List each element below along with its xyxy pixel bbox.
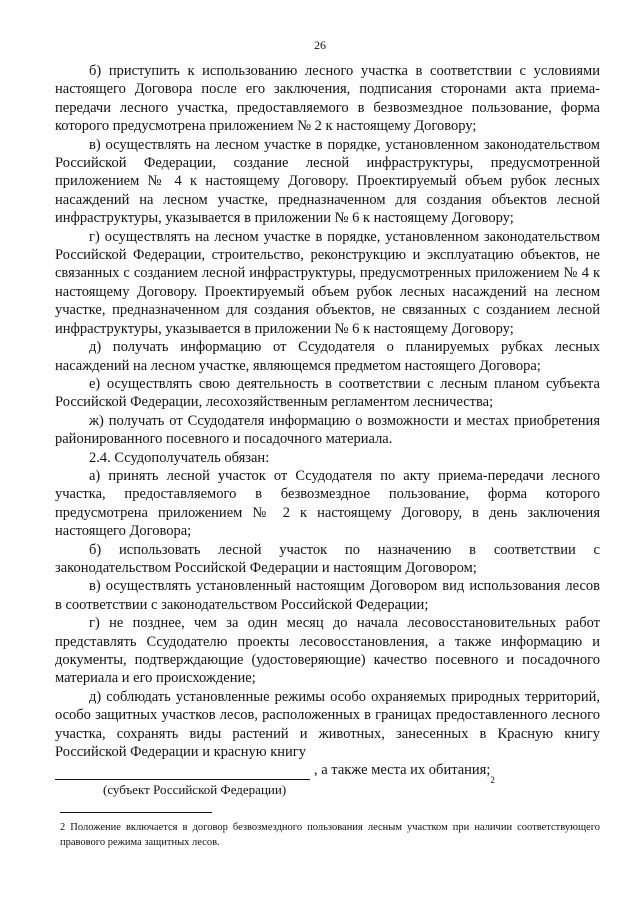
fill-in-row: , а также места их обитания; 2 (55, 761, 600, 779)
section-heading-2-4: 2.4. Ссудополучатель обязан: (89, 449, 270, 466)
obligation-d-protected-regimes: д) соблюдать установленные режимы особо охраняемых природных территорий, особо защитных участков лесов, расположенных в границах предоставленного лесного участка, сохранять виды растений и животных, занесенных в Красную книгу Российской Федерации и красную книгу (55, 688, 600, 761)
clause-e-forest-plan: е) осуществлять свою деятельность в соответствии с лесным планом субъекта Российской Федерации, лесохозяйственным регламентом лесничества; (55, 375, 600, 411)
fill-in-continuation: , а также места их обитания; (314, 762, 491, 779)
clause-d-receive-info: д) получать информацию от Ссудодателя о планируемых рубках лесных насаждений на лесном участке, являющемся предметом настоящего Договора; (55, 339, 600, 374)
fill-in-blank-line (55, 765, 310, 780)
clause-zh-seed-material: ж) получать от Ссудодателя информацию о возможности и местах приобретения районированного посевного и посадочного материала. (55, 412, 600, 448)
obligation-b-use-by-purpose: б) использовать лесной участок по назначению в соответствии с законодательством Российской Федерации и настоящим Договором; (55, 541, 600, 576)
obligation-v-forest-use: в) осуществлять установленный настоящим Договором вид использования лесов в соответствии с законодательством Российской Федерации; (55, 578, 600, 613)
document-body (55, 62, 600, 798)
clause-b-start-use: б) приступить к использованию лесного участка в соответствии с условиями настоящего Договора после его заключения, подписания сторонами акта приема-передачи лесного участка, предоставляемого в безвозмездное пользование, форма которого предусмотрена приложением № 2 к настоящему Договору; (55, 63, 600, 135)
page-number: 26 (314, 38, 326, 52)
obligation-a-accept-plot: а) принять лесной участок от Ссудодателя по акту приема-передачи лесного участка, предоставляемого в безвозмездное пользование, форма которого предусмотрена приложением № 2 к настоящему Договору, в день заключения настоящего Договора; (55, 467, 600, 540)
footnote-text: 2 Положение включается в договор безвозмездного пользования лесным участком при наличии соответствующего правового режима защитных лесов. (60, 822, 600, 848)
fill-in-caption: (субъект Российской Федерации) (103, 781, 287, 797)
clause-g-construction: г) осуществлять на лесном участке в порядке, установленном законодательством Российской Федерации, строительство, реконструкцию и эксплуатацию объектов, не связанных с созданием лесной инфраструктуры, предусмотренных приложением № 4 к настоящему Договору. Проектируемый объем рубок лесных насаждений на лесном участке, предназначенном для создания объектов, не связанных с созданием лесной инфраструктуры, указывается в приложении № 6 к настоящему Договору; (55, 228, 600, 337)
clause-v-forest-infrastructure: в) осуществлять на лесном участке в порядке, установленном законодательством Российской Федерации, создание лесной инфраструктуры, предусмотренной приложением № 4 к настоящему Договору. Проектируемый объем рубок лесных насаждений на лесном участке, предназначенном для создания объектов лесной инфраструктуры, указывается в приложении № 6 к настоящему Договору; (55, 136, 600, 227)
footnote-divider (60, 812, 212, 813)
obligation-g-reforestation: г) не позднее, чем за один месяц до начала лесовосстановительных работ представлять Ссудодателю проекты лесовосстановления, а также информацию и документы, подтверждающие (удостоверяющие) качество посевного и посадочного материала и его происхождение; (55, 615, 600, 687)
